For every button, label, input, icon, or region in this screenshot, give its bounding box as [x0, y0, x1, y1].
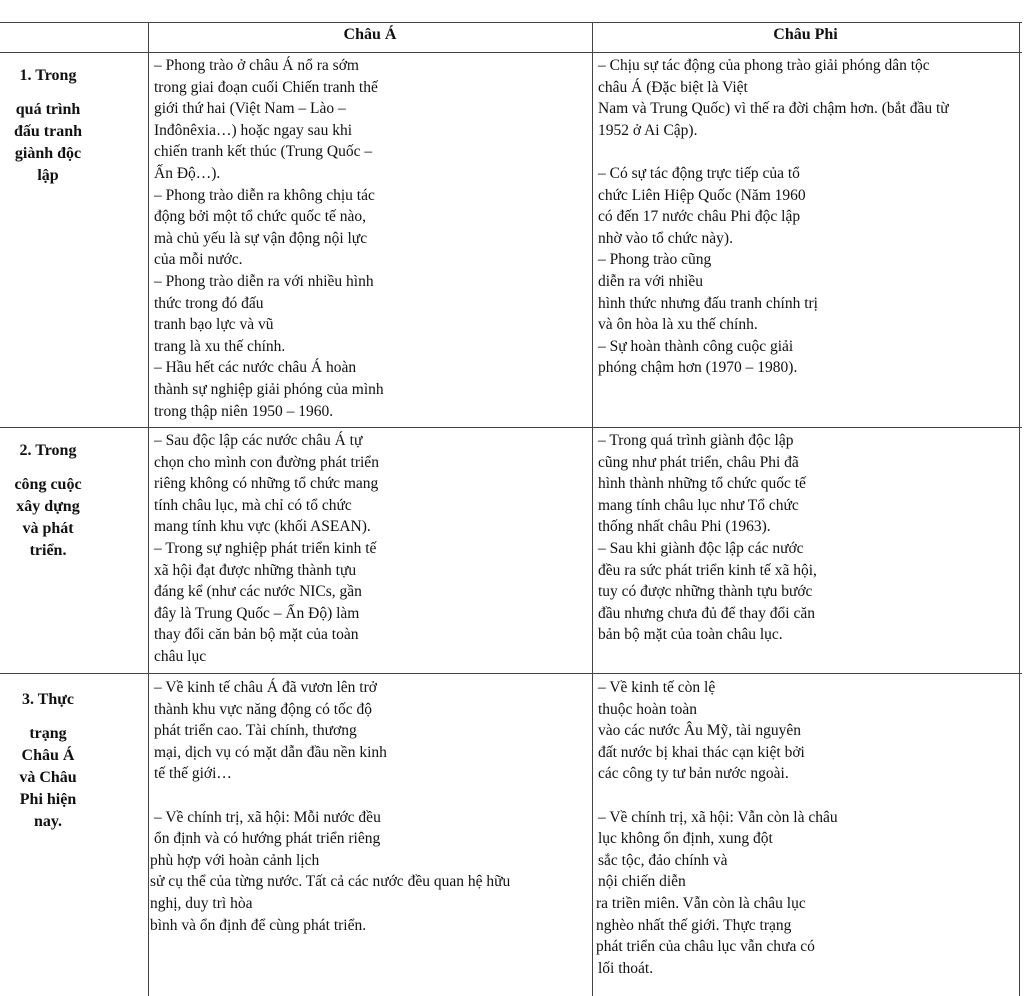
text-line: – Phong trào diễn ra không chịu tác: [154, 186, 375, 204]
text-line: mà chủ yếu là sự vận động nội lực: [154, 229, 368, 247]
text-line: – Hầu hết các nước châu Á hoàn: [154, 359, 357, 377]
text-line: và ôn hòa là xu thế chính.: [598, 316, 758, 334]
row-label-line: 2. Trong: [19, 442, 77, 459]
text-line: tính châu lục, mà chỉ có tổ chức: [154, 496, 352, 514]
text-line: giới thứ hai (Việt Nam – Lào –: [154, 100, 346, 118]
text-line: riêng không có những tổ chức mang: [154, 475, 379, 493]
row-label-line: trạng: [29, 725, 67, 742]
table-border-right: [1019, 22, 1020, 996]
text-line: vào các nước Âu Mỹ, tài nguyên: [598, 722, 801, 740]
text-line: – Sau khi giành độc lập các nước: [598, 539, 804, 557]
text-line: – Về kinh tế còn lệ: [598, 679, 716, 696]
text-line: đất nước bị khai thác cạn kiệt bởi: [598, 743, 805, 761]
text-line: – Phong trào diễn ra với nhiều hình: [154, 272, 374, 290]
text-line: mại, dịch vụ có mặt dẫn đầu nền kinh: [154, 743, 387, 761]
text-line: phát triển của châu lục vẫn chưa có: [596, 938, 815, 956]
header-asia: Châu Á: [343, 26, 397, 43]
header-divider: [0, 52, 1022, 53]
cell-africa-struggle: [598, 55, 949, 379]
cell-africa-development: [598, 430, 817, 646]
text-line: sử cụ thể của từng nước. Tất cả các nước đều quan hệ hữu: [150, 873, 511, 891]
row-label-line: giành độc: [14, 145, 82, 162]
row-label-line: và phát: [22, 520, 74, 537]
text-line: Ấn Độ…).: [154, 164, 221, 182]
text-line: đều ra sức phát triển kinh tế xã hội,: [598, 561, 817, 579]
row-label-line: 3. Thực: [22, 691, 74, 708]
text-line: mang tính khu vực (khối ASEAN).: [154, 518, 371, 536]
text-line: 1952 ở Ai Cập).: [598, 121, 698, 139]
text-line: trong giai đoạn cuối Chiến tranh thế: [154, 78, 378, 96]
text-line: chức Liên Hiệp Quốc (Năm 1960: [598, 186, 806, 204]
text-line: có đến 17 nước châu Phi độc lập: [598, 208, 801, 226]
cell-asia-current-state: [150, 677, 510, 936]
text-line: thành khu vực năng động có tốc độ: [154, 700, 373, 718]
row-label-line: Phi hiện: [19, 791, 77, 808]
text-line: – Sự hoàn thành công cuộc giải: [598, 337, 794, 355]
text-line: châu lục: [154, 647, 207, 665]
text-line: các công ty tư bản nước ngoài.: [598, 765, 789, 783]
text-line: lục không ổn định, xung đột: [598, 830, 773, 848]
text-line: chọn cho mình con đường phát triển: [154, 453, 379, 471]
text-line: ra triền miên. Vẫn còn là châu lục: [596, 894, 806, 912]
text-line: – Trong sự nghiệp phát triển kinh tế: [154, 539, 377, 557]
text-line: hình thức nhưng đấu tranh chính trị: [598, 294, 818, 312]
row-label-line: 1. Trong: [19, 67, 77, 84]
text-line: nghị, duy trì hòa: [150, 894, 253, 912]
text-line: thống nhất châu Phi (1963).: [598, 518, 771, 536]
text-line: cũng như phát triển, châu Phi đã: [598, 453, 799, 471]
text-line: bản bộ mặt của toàn châu lục.: [598, 626, 783, 644]
text-line: động bởi một tổ chức quốc tế nào,: [154, 208, 367, 226]
text-line: tranh bạo lực và vũ: [154, 316, 274, 334]
text-line: nhờ vào tổ chức này).: [598, 229, 733, 247]
text-line: diễn ra với nhiều: [598, 272, 704, 290]
text-line: thức trong đó đấu: [154, 294, 264, 312]
row-label-development: [0, 440, 96, 562]
text-line: thay đổi căn bản bộ mặt của toàn: [154, 626, 359, 644]
text-line: Nam và Trung Quốc) vì thế ra đời chậm hơn. (bắt đầu từ: [598, 100, 949, 118]
row-label-line: quá trình: [15, 101, 81, 118]
text-line: – Có sự tác động trực tiếp của tổ: [598, 164, 800, 182]
text-line: phát triển cao. Tài chính, thương: [154, 722, 357, 740]
text-line: bình và ổn định để cùng phát triển.: [150, 916, 367, 934]
text-line: phóng chậm hơn (1970 – 1980).: [598, 359, 798, 377]
text-line: châu Á (Đặc biệt là Việt: [598, 78, 748, 96]
table-border-top: [0, 22, 1022, 23]
text-line: hình thành những tổ chức quốc tế: [598, 475, 806, 493]
text-line: nội chiến diễn: [598, 873, 686, 891]
row-label-line: và Châu: [19, 769, 77, 786]
text-line: tế thế giới…: [154, 765, 232, 783]
text-line: – Về chính trị, xã hội: Mỗi nước đều: [154, 808, 381, 826]
text-line: trong thập niên 1950 – 1960.: [154, 402, 334, 420]
row-label-line: Châu Á: [21, 747, 75, 764]
header-africa: Châu Phi: [773, 26, 838, 43]
text-line: – Chịu sự tác động của phong trào giải phóng dân tộc: [598, 57, 930, 74]
row-divider-1: [0, 427, 1022, 428]
text-line: – Về kinh tế châu Á đã vươn lên trở: [154, 679, 377, 696]
text-line: phù hợp với hoàn cảnh lịch: [150, 851, 320, 869]
text-line: đáng kể (như các nước NICs, gần: [154, 583, 362, 601]
text-line: – Sau độc lập các nước châu Á tự: [154, 432, 363, 449]
row-label-current-state: [0, 689, 96, 833]
row-label-line: công cuộc: [14, 476, 82, 493]
text-line: ổn định và có hướng phát triển riêng: [154, 830, 381, 848]
row-label-line: xây dựng: [16, 498, 80, 515]
cell-asia-development: [154, 430, 379, 668]
column-divider-2: [592, 22, 593, 996]
text-line: chiến tranh kết thúc (Trung Quốc –: [154, 143, 373, 161]
text-line: – Phong trào ở châu Á nổ ra sớm: [154, 57, 359, 74]
text-line: mang tính châu lục như Tổ chức: [598, 496, 799, 514]
text-line: – Về chính trị, xã hội: Vẫn còn là châu: [598, 808, 838, 826]
row-label-line: triển.: [29, 542, 67, 559]
text-line: của mỗi nước.: [154, 251, 243, 269]
text-line: xã hội đạt được những thành tựu: [154, 561, 357, 579]
text-line: trang là xu thế chính.: [154, 337, 286, 355]
text-line: thuộc hoàn toàn: [598, 700, 698, 718]
text-line: lối thoát.: [598, 959, 654, 977]
text-line: Inđônêxia…) hoặc ngay sau khi: [154, 121, 352, 139]
text-line: đầu nhưng chưa đủ để thay đổi căn: [598, 604, 815, 622]
cell-africa-current-state: [596, 677, 838, 979]
row-label-line: lập: [37, 167, 59, 184]
text-line: – Trong quá trình giành độc lập: [598, 432, 794, 449]
text-line: tuy có được những thành tựu bước: [598, 583, 813, 601]
text-line: đây là Trung Quốc – Ấn Độ) làm: [154, 604, 360, 622]
text-line: sắc tộc, đảo chính và: [598, 851, 728, 869]
row-label-struggle: [0, 65, 96, 187]
row-label-line: đấu tranh: [13, 123, 83, 140]
row-label-line: nay.: [33, 813, 62, 830]
text-line: – Phong trào cũng: [598, 251, 712, 269]
row-divider-2: [0, 673, 1022, 674]
column-divider-1: [148, 22, 149, 996]
cell-asia-struggle: [154, 55, 384, 422]
text-line: nghèo nhất thế giới. Thực trạng: [596, 916, 792, 934]
text-line: thành sự nghiệp giải phóng của mình: [154, 380, 384, 398]
